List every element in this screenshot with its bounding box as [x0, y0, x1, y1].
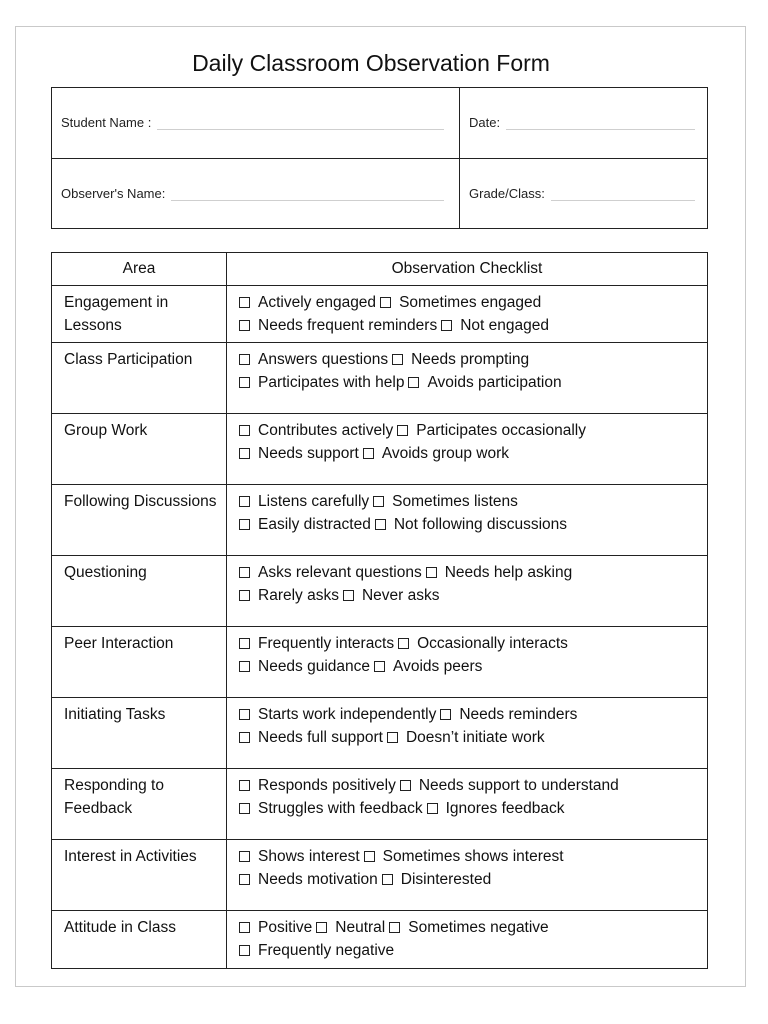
observation-table	[51, 252, 708, 969]
checkbox-label: Needs support	[258, 444, 359, 462]
checklist-cell	[227, 485, 708, 556]
checklist-option	[239, 942, 394, 959]
checkbox[interactable]	[316, 922, 327, 933]
checkbox[interactable]	[239, 567, 250, 578]
checkbox[interactable]	[239, 945, 250, 956]
checkbox-label: Sometimes shows interest	[382, 848, 564, 865]
checkbox-label: Frequently interacts	[258, 635, 395, 652]
grade-class-input[interactable]	[551, 190, 695, 201]
checklist-option	[239, 493, 369, 510]
checkbox[interactable]	[239, 851, 250, 862]
checklist-option	[239, 658, 370, 675]
checkbox[interactable]	[239, 638, 250, 649]
checklist-option	[239, 587, 339, 604]
checklist-option	[239, 317, 437, 334]
checklist-option	[382, 871, 491, 888]
checkbox-label: Avoids peers	[393, 657, 483, 675]
checklist-cell	[227, 769, 708, 840]
checklist-option	[364, 848, 564, 865]
checkbox[interactable]	[239, 320, 250, 331]
checkbox-label: Sometimes negative	[408, 919, 549, 936]
checkbox-label: Easily distracted	[258, 515, 371, 533]
student-name-label: Student Name :	[61, 115, 152, 130]
checklist-option	[380, 294, 541, 311]
checkbox-label: Asks relevant questions	[258, 564, 422, 581]
header-area: Area	[52, 253, 227, 286]
checkbox[interactable]	[427, 803, 438, 814]
checkbox-label: Needs guidance	[258, 657, 371, 675]
checkbox[interactable]	[239, 448, 250, 459]
checklist-option	[239, 351, 388, 368]
checkbox[interactable]	[239, 590, 250, 601]
checkbox-label: Frequently negative	[258, 941, 395, 959]
student-name-input[interactable]	[157, 119, 444, 130]
checklist-option	[239, 871, 378, 888]
checklist-option	[239, 564, 422, 581]
checklist-option	[363, 445, 509, 462]
checklist-option	[373, 493, 518, 510]
checkbox-label: Not following discussions	[393, 515, 568, 533]
table-row	[52, 769, 708, 840]
checklist-option	[387, 729, 545, 746]
checkbox[interactable]	[364, 851, 375, 862]
checkbox-label: Avoids group work	[381, 444, 510, 462]
checkbox-label: Neutral	[335, 919, 386, 936]
checklist-option	[239, 777, 396, 794]
table-row	[52, 556, 708, 627]
checkbox-label: Not engaged	[460, 316, 549, 334]
checklist-option	[316, 919, 385, 936]
checkbox[interactable]	[398, 638, 409, 649]
checkbox[interactable]	[373, 496, 384, 507]
checkbox[interactable]	[363, 448, 374, 459]
grade-class-field	[469, 186, 695, 201]
checkbox-label: Sometimes engaged	[399, 294, 542, 311]
area-cell: Attitude in Class	[52, 911, 227, 969]
checkbox[interactable]	[239, 709, 250, 720]
checklist-option	[239, 635, 394, 652]
checkbox-label: Struggles with feedback	[258, 799, 423, 817]
table-row	[52, 911, 708, 969]
checkbox[interactable]	[426, 567, 437, 578]
checkbox-label: Needs prompting	[411, 351, 530, 368]
checkbox[interactable]	[239, 354, 250, 365]
checklist-option	[400, 777, 619, 794]
checkbox-label: Ignores feedback	[445, 799, 565, 817]
checkbox-label: Starts work independently	[258, 706, 437, 723]
checklist-option	[239, 919, 312, 936]
table-row	[52, 840, 708, 911]
date-input[interactable]	[506, 119, 695, 130]
checkbox-label: Needs support to understand	[418, 777, 619, 794]
checkbox-label: Needs help asking	[444, 564, 573, 581]
checkbox-label: Needs motivation	[258, 870, 378, 888]
checkbox[interactable]	[239, 780, 250, 791]
checkbox[interactable]	[239, 732, 250, 743]
checklist-option	[239, 848, 360, 865]
checklist-option	[374, 658, 482, 675]
checklist-option	[239, 374, 404, 391]
area-cell: Class Participation	[52, 343, 227, 414]
info-box	[51, 87, 708, 229]
checkbox[interactable]	[387, 732, 398, 743]
date-label: Date:	[469, 115, 501, 130]
checkbox-label: Needs frequent reminders	[258, 316, 438, 334]
checklist-option	[427, 800, 565, 817]
checklist-cell	[227, 698, 708, 769]
checkbox-label: Listens carefully	[258, 493, 370, 510]
checkbox[interactable]	[392, 354, 403, 365]
checkbox[interactable]	[239, 922, 250, 933]
area-cell: Engagement in Lessons	[52, 286, 227, 343]
checkbox-label: Disinterested	[400, 870, 492, 888]
checkbox-label: Answers questions	[258, 351, 389, 368]
header-checklist: Observation Checklist	[227, 253, 708, 286]
checkbox-label: Avoids participation	[427, 373, 562, 391]
checklist-option	[389, 919, 548, 936]
table-row	[52, 343, 708, 414]
checkbox[interactable]	[239, 377, 250, 388]
date-field	[469, 115, 695, 130]
table-row	[52, 286, 708, 343]
checklist-option	[408, 374, 561, 391]
checklist-option	[239, 706, 436, 723]
checkbox[interactable]	[239, 297, 250, 308]
table-row	[52, 698, 708, 769]
checkbox[interactable]	[343, 590, 354, 601]
checklist-cell	[227, 286, 708, 343]
grade-class-label: Grade/Class:	[469, 186, 545, 201]
checkbox-label: Actively engaged	[258, 294, 377, 311]
checklist-option	[239, 516, 371, 533]
checklist-cell	[227, 911, 708, 969]
checklist-option	[392, 351, 529, 368]
checkbox[interactable]	[441, 320, 452, 331]
checkbox[interactable]	[239, 496, 250, 507]
checkbox[interactable]	[380, 297, 391, 308]
observer-name-input[interactable]	[171, 190, 444, 201]
checklist-option	[239, 729, 383, 746]
checkbox-label: Doesn’t initiate work	[405, 728, 545, 746]
info-divider-horizontal	[52, 158, 707, 159]
checklist-cell	[227, 343, 708, 414]
form-title: Daily Classroom Observation Form	[192, 50, 550, 76]
checklist-option	[397, 422, 586, 439]
area-cell: Group Work	[52, 414, 227, 485]
checklist-cell	[227, 840, 708, 911]
checkbox[interactable]	[239, 874, 250, 885]
student-name-field	[61, 115, 444, 130]
checklist-option	[343, 587, 440, 604]
checkbox[interactable]	[440, 709, 451, 720]
checklist-cell	[227, 556, 708, 627]
checkbox-label: Needs full support	[258, 728, 383, 746]
checkbox[interactable]	[374, 661, 385, 672]
checklist-option	[440, 706, 577, 723]
checklist-option	[426, 564, 573, 581]
checkbox-label: Contributes actively	[258, 422, 394, 439]
checklist-cell	[227, 627, 708, 698]
table-row	[52, 414, 708, 485]
checkbox-label: Sometimes listens	[392, 493, 518, 510]
checkbox-label: Shows interest	[258, 848, 360, 865]
checklist-option	[239, 294, 376, 311]
table-row	[52, 485, 708, 556]
checkbox-label: Positive	[258, 919, 313, 936]
checkbox[interactable]	[389, 922, 400, 933]
checkbox-label: Occasionally interacts	[417, 635, 568, 652]
checklist-option	[375, 516, 567, 533]
checkbox[interactable]	[397, 425, 408, 436]
checklist-option	[398, 635, 568, 652]
checkbox-label: Participates with help	[258, 373, 405, 391]
area-cell: Peer Interaction	[52, 627, 227, 698]
checkbox-label: Responds positively	[258, 777, 396, 794]
area-cell: Interest in Activities	[52, 840, 227, 911]
checkbox[interactable]	[400, 780, 411, 791]
checklist-option	[441, 317, 549, 334]
table-row	[52, 627, 708, 698]
checklist-option	[239, 422, 393, 439]
checkbox[interactable]	[239, 519, 250, 530]
observation-table-body	[52, 286, 708, 969]
checkbox[interactable]	[239, 661, 250, 672]
area-cell: Initiating Tasks	[52, 698, 227, 769]
area-cell: Following Discussions	[52, 485, 227, 556]
checkbox[interactable]	[239, 425, 250, 436]
checkbox-label: Rarely asks	[258, 586, 339, 604]
checkbox[interactable]	[408, 377, 419, 388]
checkbox[interactable]	[375, 519, 386, 530]
observer-name-field	[61, 186, 444, 201]
checklist-option	[239, 445, 359, 462]
area-cell: Questioning	[52, 556, 227, 627]
checkbox-label: Participates occasionally	[416, 422, 586, 439]
checkbox[interactable]	[239, 803, 250, 814]
checkbox[interactable]	[382, 874, 393, 885]
checkbox-label: Never asks	[361, 586, 440, 604]
observer-name-label: Observer's Name:	[61, 186, 166, 201]
checklist-cell	[227, 414, 708, 485]
area-cell: Responding to Feedback	[52, 769, 227, 840]
table-header-row	[52, 253, 708, 286]
checkbox-label: Needs reminders	[459, 706, 578, 723]
checklist-option	[239, 800, 423, 817]
